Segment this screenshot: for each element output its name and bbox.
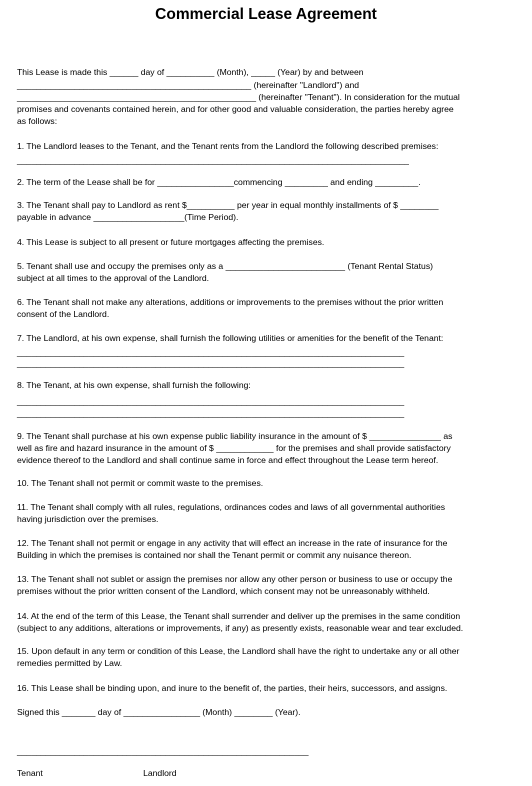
clause-2: 2. The term of the Lease shall be for ________________commencing _________ and ending _________. <box>17 177 421 187</box>
clause-9: evidence thereof to the Landlord and shall continue same in force and effect throughout the Lease term hereof. <box>17 455 439 465</box>
clause-11: having jurisdiction over the premises. <box>17 514 159 524</box>
intro-line: promises and covenants contained herein, and for other good and valuable consideration, the parties hereby agree <box>17 104 454 114</box>
clause-6: 6. The Tenant shall not make any alterations, additions or improvements to the premises without the prior written <box>17 297 444 307</box>
clause-4: 4. This Lease is subject to all present or future mortgages affecting the premises. <box>17 237 325 247</box>
clause-5: 5. Tenant shall use and occupy the premises only as a _________________________ (Tenant Rental Status) <box>17 261 433 271</box>
clause-8: 8. The Tenant, at his own expense, shall furnish the following: <box>17 380 251 390</box>
clause-11: 11. The Tenant shall comply with all rules, regulations, ordinances codes and laws of all governmental authorities <box>17 502 446 512</box>
signature-line: _____________________________________________________________ <box>17 746 309 756</box>
intro-line: as follows: <box>17 116 58 126</box>
signed-line: Signed this _______ day of ________________ (Month) ________ (Year). <box>17 707 301 717</box>
clause-14: (subject to any additions, alterations or improvements, if any) as presently exists, reasonable wear and tear excluded. <box>17 623 464 633</box>
blank-line: __________________________________________________________________________________ <box>17 155 409 165</box>
clause-5: subject at all times to the approval of the Landlord. <box>17 273 210 283</box>
blank-line: _________________________________________________________________________________ <box>17 358 405 368</box>
clause-7: 7. The Landlord, at his own expense, shall furnish the following utilities or amenities for the benefit of the Tenant: <box>17 333 444 343</box>
clause-12: Building in which the premises is contained nor shall the Tenant permit or commit any nuisance thereon. <box>17 550 412 560</box>
clause-3: payable in advance ___________________(Time Period). <box>17 212 239 222</box>
intro-line: This Lease is made this ______ day of __________ (Month), _____ (Year) by and between <box>17 67 364 77</box>
clause-9: 9. The Tenant shall purchase at his own expense public liability insurance in the amount of $ _______________ as <box>17 431 453 441</box>
intro-line: __________________________________________________ (hereinafter "Tenant"). In consideration for the mutual <box>17 92 460 102</box>
document-title: Commercial Lease Agreement <box>155 6 377 23</box>
blank-line: _________________________________________________________________________________ <box>17 347 405 357</box>
clause-13: premises without the prior written consent of the Landlord, which consent may not be unreasonably withheld. <box>17 586 430 596</box>
intro-line: _________________________________________________ (hereinafter "Landlord") and <box>17 80 360 90</box>
clause-15: remedies permitted by Law. <box>17 658 123 668</box>
clause-6: consent of the Landlord. <box>17 309 110 319</box>
clause-1: 1. The Landlord leases to the Tenant, and the Tenant rents from the Landlord the following described premises: <box>17 141 439 151</box>
signature-labels: Tenant Landlord <box>17 768 177 778</box>
clause-14: 14. At the end of the term of this Lease, the Tenant shall surrender and deliver up the premises in the same condition <box>17 611 461 621</box>
blank-line: _________________________________________________________________________________ <box>17 396 405 406</box>
clause-16: 16. This Lease shall be binding upon, and inure to the benefit of, the parties, their heirs, successors, and assigns. <box>17 683 448 693</box>
clause-10: 10. The Tenant shall not permit or commit waste to the premises. <box>17 478 264 488</box>
blank-line: _________________________________________________________________________________ <box>17 408 405 418</box>
clause-13: 13. The Tenant shall not sublet or assign the premises nor allow any other person or business to use or occupy the <box>17 574 453 584</box>
clause-9: well as fire and hazard insurance in the amount of $ ____________ for the premises and shall provide satisfactory <box>17 443 451 453</box>
clause-3: 3. The Tenant shall pay to Landlord as rent $__________ per year in equal monthly installments of $ ________ <box>17 200 439 210</box>
clause-15: 15. Upon default in any term or condition of this Lease, the Landlord shall have the right to undertake any or all other <box>17 646 460 656</box>
clause-12: 12. The Tenant shall not permit or engage in any activity that will effect an increase in the rate of insurance for the <box>17 538 448 548</box>
